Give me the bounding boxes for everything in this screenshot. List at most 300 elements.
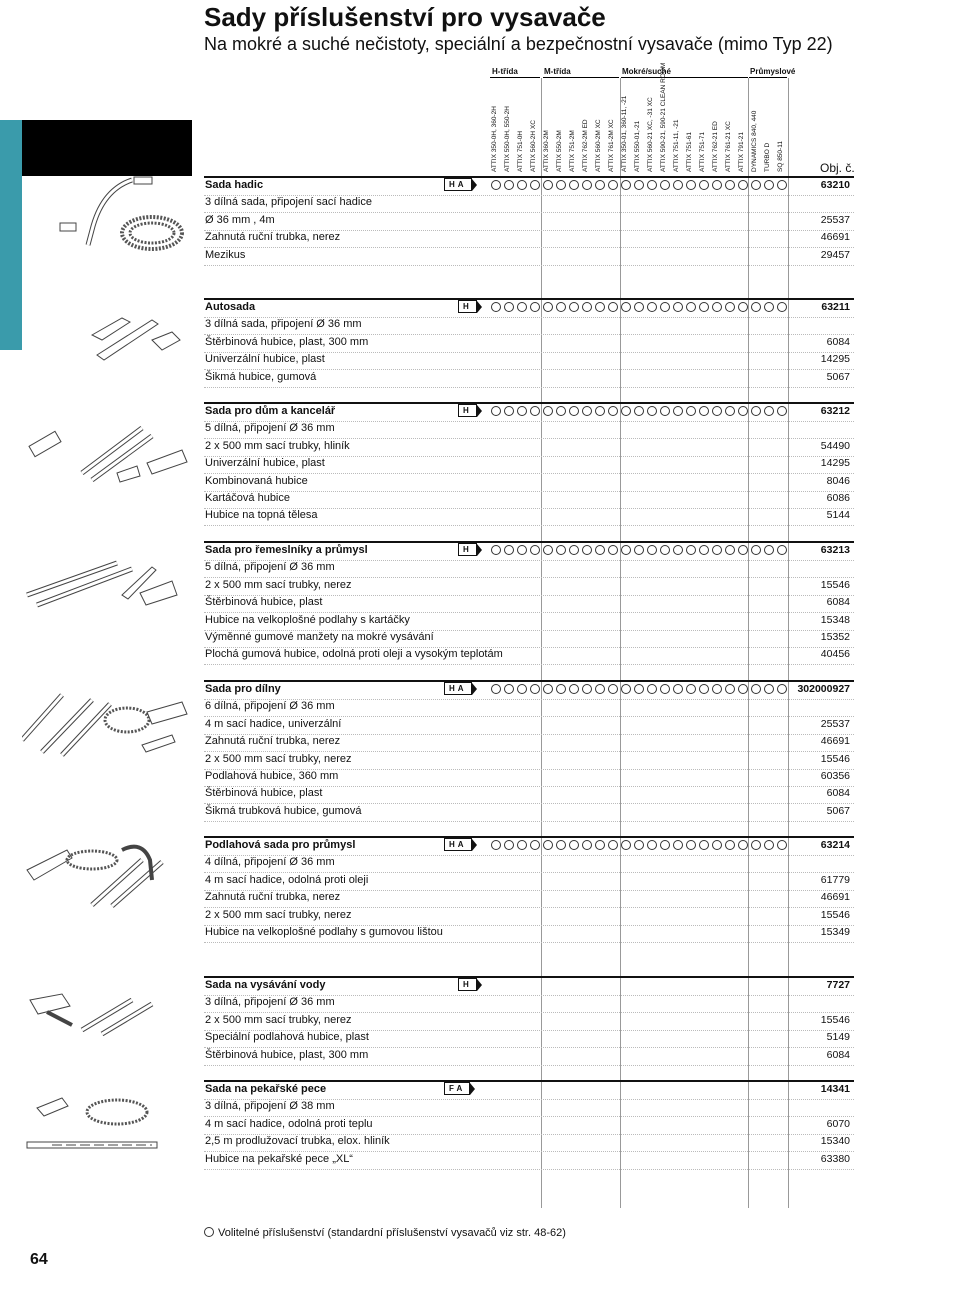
- optional-accessory-dot: [582, 545, 592, 555]
- optional-accessory-dot: [777, 840, 787, 850]
- compatibility-dots: [490, 1084, 790, 1095]
- set-order-number: 7727: [826, 979, 850, 991]
- optional-accessory-dot: [569, 840, 579, 850]
- item-order-number: 15546: [820, 578, 850, 591]
- optional-accessory-dot: [582, 840, 592, 850]
- optional-accessory-dot: [556, 406, 566, 416]
- model-column-header: ATTIX 791-21: [738, 132, 745, 172]
- item-order-number: 14295: [820, 457, 850, 470]
- item-description: Štěrbinová hubice, plast: [205, 596, 323, 609]
- optional-accessory-dot: [530, 545, 540, 555]
- optional-accessory-dot: [673, 302, 683, 312]
- optional-accessory-dot: [660, 840, 670, 850]
- optional-accessory-dot: [556, 545, 566, 555]
- optional-accessory-dot: [530, 406, 540, 416]
- item-description: Hubice na velkoplošné podlahy s gumovou lištou: [205, 926, 443, 938]
- compatibility-dots: [490, 684, 790, 695]
- optional-accessory-dot: [764, 840, 774, 850]
- footer-note-text: Volitelné příslušenství (standardní příslušenství vysavačů viz str. 48-62): [218, 1227, 566, 1239]
- optional-accessory-dot: [686, 180, 696, 190]
- item-order-number: 6084: [826, 335, 850, 348]
- optional-accessory-dot: [634, 302, 644, 312]
- industrial-floor-set-illustration: [22, 840, 192, 910]
- optional-accessory-dot: [660, 302, 670, 312]
- item-description: 5 dílná, připojení Ø 36 mm: [205, 561, 335, 574]
- optional-accessory-dot: [504, 684, 514, 694]
- optional-accessory-dot: [543, 302, 553, 312]
- optional-accessory-dot: [621, 302, 631, 312]
- optional-accessory-dot: [673, 180, 683, 190]
- set-item-row: [204, 421, 854, 439]
- item-description: 2,5 m prodlužovací trubka, elox. hliník: [205, 1135, 390, 1148]
- optional-accessory-dot: [543, 840, 553, 850]
- item-order-number: 15546: [820, 1013, 850, 1026]
- optional-circle-icon: [204, 1227, 214, 1237]
- header-black-block: [22, 120, 192, 176]
- optional-accessory-dot: [504, 406, 514, 416]
- optional-accessory-dot: [725, 684, 735, 694]
- item-order-number: 6070: [826, 1117, 850, 1130]
- model-column-header: ATTIX 560-2H XC: [530, 120, 537, 172]
- optional-accessory-dot: [777, 302, 787, 312]
- optional-accessory-dot: [777, 684, 787, 694]
- compatibility-dots: [490, 302, 790, 313]
- item-order-number: 54490: [820, 439, 850, 452]
- optional-accessory-dot: [764, 684, 774, 694]
- footer-note: [204, 1227, 566, 1239]
- optional-accessory-dot: [673, 840, 683, 850]
- set-item-row: [204, 317, 854, 335]
- optional-accessory-dot: [608, 545, 618, 555]
- optional-accessory-dot: [491, 545, 501, 555]
- item-description: Kartáčová hubice: [205, 492, 290, 504]
- optional-accessory-dot: [517, 545, 527, 555]
- item-order-number: 46691: [820, 231, 850, 244]
- optional-accessory-dot: [569, 545, 579, 555]
- model-column-header: ATTIX 360-2M: [543, 130, 550, 172]
- hose-set-illustration: [22, 175, 192, 265]
- set-order-number: 63211: [821, 301, 850, 313]
- optional-accessory-dot: [751, 684, 761, 694]
- set-title: Sada pro dílny: [205, 683, 281, 695]
- optional-accessory-dot: [582, 302, 592, 312]
- set-order-number: 302000927: [797, 683, 850, 695]
- set-item-row: [204, 439, 854, 457]
- set-order-number: 63213: [820, 544, 850, 556]
- optional-accessory-dot: [517, 180, 527, 190]
- set-item-row: [204, 195, 854, 213]
- set-item-row: [204, 230, 854, 248]
- page-subtitle: Na mokré a suché nečistoty, speciální a bezpečnostní vysavače (mimo Typ 22): [204, 34, 833, 54]
- optional-accessory-dot: [673, 684, 683, 694]
- dust-class-badge: FA: [444, 1082, 470, 1095]
- item-order-number: 40456: [820, 648, 850, 661]
- optional-accessory-dot: [530, 180, 540, 190]
- set-item-row: [204, 855, 854, 873]
- item-order-number: 6084: [826, 1048, 850, 1061]
- optional-accessory-dot: [504, 545, 514, 555]
- item-order-number: 61779: [820, 873, 850, 886]
- optional-accessory-dot: [517, 684, 527, 694]
- optional-accessory-dot: [725, 302, 735, 312]
- optional-accessory-dot: [751, 840, 761, 850]
- optional-accessory-dot: [517, 406, 527, 416]
- optional-accessory-dot: [543, 684, 553, 694]
- item-description: 4 m sací hadice, odolná proti teplu: [205, 1117, 373, 1130]
- optional-accessory-dot: [738, 302, 748, 312]
- item-description: Zahnutá ruční trubka, nerez: [205, 891, 341, 904]
- bakery-set-illustration: [22, 1090, 192, 1160]
- optional-accessory-dot: [595, 840, 605, 850]
- set-title-row: [204, 838, 854, 856]
- item-description: Speciální podlahová hubice, plast: [205, 1031, 369, 1044]
- item-order-number: 6084: [826, 787, 850, 800]
- item-description: Zahnutá ruční trubka, nerez: [205, 735, 341, 748]
- optional-accessory-dot: [530, 840, 540, 850]
- optional-accessory-dot: [725, 545, 735, 555]
- item-description: 2 x 500 mm sací trubky, nerez: [205, 578, 352, 591]
- optional-accessory-dot: [569, 180, 579, 190]
- optional-accessory-dot: [777, 545, 787, 555]
- optional-accessory-dot: [634, 840, 644, 850]
- optional-accessory-dot: [738, 545, 748, 555]
- optional-accessory-dot: [621, 406, 631, 416]
- optional-accessory-dot: [647, 684, 657, 694]
- item-description: Ø 36 mm , 4m: [205, 213, 275, 226]
- set-item-row: [204, 734, 854, 752]
- optional-accessory-dot: [569, 684, 579, 694]
- optional-accessory-dot: [712, 302, 722, 312]
- optional-accessory-dot: [647, 545, 657, 555]
- optional-accessory-dot: [491, 302, 501, 312]
- optional-accessory-dot: [699, 684, 709, 694]
- set-order-number: 63214: [820, 839, 850, 851]
- optional-accessory-dot: [712, 840, 722, 850]
- optional-accessory-dot: [608, 180, 618, 190]
- set-title-row: [204, 978, 854, 996]
- item-order-number: 15340: [820, 1135, 850, 1148]
- model-column-header: ATTIX 751-61: [686, 132, 693, 172]
- item-order-number: 5144: [826, 509, 850, 522]
- set-item-row: [204, 474, 854, 492]
- item-description: Kombinovaná hubice: [205, 474, 308, 487]
- item-description: 3 dílná, připojení Ø 36 mm: [205, 996, 335, 1009]
- optional-accessory-dot: [621, 684, 631, 694]
- optional-accessory-dot: [686, 302, 696, 312]
- compatibility-dots: [490, 406, 790, 417]
- optional-accessory-dot: [556, 180, 566, 190]
- optional-accessory-dot: [556, 840, 566, 850]
- model-column-header: ATTIX 751-0H: [517, 130, 524, 172]
- optional-accessory-dot: [595, 302, 605, 312]
- optional-accessory-dot: [738, 406, 748, 416]
- item-order-number: 15349: [820, 926, 850, 938]
- optional-accessory-dot: [543, 545, 553, 555]
- item-description: Plochá gumová hubice, odolná proti oleji a vysokým teplotám: [205, 648, 503, 661]
- optional-accessory-dot: [764, 406, 774, 416]
- dust-class-badge: HA: [444, 838, 472, 851]
- set-title-row: [204, 682, 854, 700]
- set-title-row: [204, 404, 854, 422]
- item-description: Štěrbinová hubice, plast, 300 mm: [205, 335, 369, 348]
- set-title-row: [204, 178, 854, 196]
- trade-set-illustration: [22, 555, 192, 615]
- optional-accessory-dot: [504, 840, 514, 850]
- model-column-header: ATTIX 550-01,-21: [634, 120, 641, 172]
- optional-accessory-dot: [517, 302, 527, 312]
- model-column-header: ATTIX 761-21 XC: [725, 121, 732, 172]
- item-description: 4 m sací hadice, univerzální: [205, 717, 342, 730]
- item-order-number: 6086: [826, 492, 850, 504]
- group-label-wet-dry: Mokré/suché: [622, 67, 671, 76]
- optional-accessory-dot: [621, 840, 631, 850]
- optional-accessory-dot: [595, 545, 605, 555]
- optional-accessory-dot: [699, 545, 709, 555]
- dust-class-badge: HA: [444, 682, 472, 695]
- dust-class-badge: H: [458, 543, 477, 556]
- optional-accessory-dot: [569, 406, 579, 416]
- item-description: 3 dílná sada, připojení Ø 36 mm: [205, 318, 362, 331]
- set-item-row: [204, 248, 854, 266]
- item-description: 2 x 500 mm sací trubky, hliník: [205, 439, 350, 452]
- set-item-row: [204, 925, 854, 943]
- item-description: Štěrbinová hubice, plast: [205, 787, 323, 800]
- item-description: 2 x 500 mm sací trubky, nerez: [205, 752, 352, 765]
- optional-accessory-dot: [660, 406, 670, 416]
- set-order-number: 63210: [820, 179, 850, 191]
- side-color-bar: [0, 120, 22, 350]
- optional-accessory-dot: [699, 406, 709, 416]
- optional-accessory-dot: [712, 545, 722, 555]
- optional-accessory-dot: [595, 684, 605, 694]
- optional-accessory-dot: [582, 684, 592, 694]
- item-description: Zahnutá ruční trubka, nerez: [205, 231, 341, 244]
- item-order-number: 8046: [826, 474, 850, 487]
- set-item-row: [204, 995, 854, 1013]
- workshop-set-illustration: [22, 690, 192, 760]
- optional-accessory-dot: [647, 406, 657, 416]
- optional-accessory-dot: [751, 545, 761, 555]
- model-column-header: ATTIX 350-01, 360-11, -21: [621, 95, 628, 172]
- item-description: Šikmá hubice, gumová: [205, 370, 317, 383]
- model-column-header: ATTIX 560-21 XC, -31 XC: [647, 97, 654, 172]
- set-title: Sada pro dům a kancelář: [205, 405, 336, 417]
- item-description: 3 dílná sada, připojení sací hadice: [205, 196, 372, 209]
- group-label-h: H-třída: [492, 67, 518, 76]
- model-column-header: SQ 850-11: [777, 141, 784, 172]
- group-label-m: M-třída: [544, 67, 571, 76]
- optional-accessory-dot: [699, 840, 709, 850]
- optional-accessory-dot: [595, 180, 605, 190]
- optional-accessory-dot: [491, 406, 501, 416]
- item-description: Hubice na velkoplošné podlahy s kartáčky: [205, 613, 410, 626]
- set-item-row: [204, 890, 854, 908]
- item-order-number: 25537: [820, 213, 850, 226]
- model-column-header: ATTIX 350-0H, 360-2H: [491, 106, 498, 172]
- optional-accessory-dot: [751, 302, 761, 312]
- optional-accessory-dot: [686, 840, 696, 850]
- set-item-row: [204, 804, 854, 822]
- model-column-header: ATTIX 560-2M XC: [595, 119, 602, 172]
- optional-accessory-dot: [764, 302, 774, 312]
- optional-accessory-dot: [660, 180, 670, 190]
- set-title: Sada pro řemeslníky a průmysl: [205, 544, 368, 556]
- optional-accessory-dot: [712, 406, 722, 416]
- model-column-header: ATTIX 590-21, 590-21 CLEAN ROOM: [660, 62, 667, 172]
- item-order-number: 5067: [826, 804, 850, 817]
- item-order-number: 46691: [820, 891, 850, 904]
- model-column-header: ATTIX 550-0H, 550-2H: [504, 106, 511, 172]
- optional-accessory-dot: [595, 406, 605, 416]
- item-description: Výměnné gumové manžety na mokré vysávání: [205, 631, 434, 643]
- item-description: 6 dílná, připojení Ø 36 mm: [205, 700, 335, 713]
- item-description: Hubice na pekařské pece „XL“: [205, 1152, 353, 1165]
- item-order-number: 15546: [820, 908, 850, 921]
- set-item-row: [204, 1152, 854, 1170]
- compatibility-dots: [490, 980, 790, 991]
- set-order-number: 63212: [820, 405, 850, 417]
- optional-accessory-dot: [634, 545, 644, 555]
- optional-accessory-dot: [712, 180, 722, 190]
- set-item-row: [204, 1030, 854, 1048]
- model-column-header: ATTIX 762-21 ED: [712, 121, 719, 172]
- model-column-header: ATTIX 761-2M XC: [608, 119, 615, 172]
- optional-accessory-dot: [738, 180, 748, 190]
- set-item-row: [204, 699, 854, 717]
- item-description: Šikmá trubková hubice, gumová: [205, 804, 362, 817]
- set-item-row: [204, 1048, 854, 1066]
- optional-accessory-dot: [738, 840, 748, 850]
- model-column-header: DYNAMICS 840, 440: [751, 110, 758, 172]
- optional-accessory-dot: [556, 684, 566, 694]
- item-description: 4 m sací hadice, odolná proti oleji: [205, 873, 369, 886]
- optional-accessory-dot: [725, 840, 735, 850]
- optional-accessory-dot: [491, 840, 501, 850]
- item-description: Univerzální hubice, plast: [205, 353, 325, 366]
- optional-accessory-dot: [530, 684, 540, 694]
- item-order-number: 46691: [820, 735, 850, 748]
- set-item-row: [204, 752, 854, 770]
- item-order-number: 14295: [820, 353, 850, 366]
- item-description: 2 x 500 mm sací trubky, nerez: [205, 1013, 352, 1026]
- item-order-number: 25537: [820, 717, 850, 730]
- optional-accessory-dot: [582, 406, 592, 416]
- page-number: 64: [30, 1251, 48, 1268]
- optional-accessory-dot: [699, 180, 709, 190]
- optional-accessory-dot: [621, 545, 631, 555]
- set-item-row: [204, 786, 854, 804]
- item-order-number: 6084: [826, 596, 850, 609]
- optional-accessory-dot: [647, 180, 657, 190]
- optional-accessory-dot: [686, 406, 696, 416]
- optional-accessory-dot: [543, 406, 553, 416]
- home-set-illustration: [22, 418, 192, 488]
- set-title: Autosada: [205, 301, 256, 313]
- item-description: Hubice na topná tělesa: [205, 509, 318, 522]
- optional-accessory-dot: [517, 840, 527, 850]
- model-column-header: ATTIX 751-11, -21: [673, 119, 680, 172]
- optional-accessory-dot: [686, 684, 696, 694]
- item-description: Mezikus: [205, 248, 246, 261]
- order-number-header: Obj. č.: [820, 161, 855, 175]
- optional-accessory-dot: [751, 406, 761, 416]
- set-title-row: [204, 1082, 854, 1100]
- item-order-number: 5067: [826, 370, 850, 383]
- item-order-number: 63380: [820, 1152, 850, 1165]
- set-item-row: [204, 370, 854, 388]
- optional-accessory-dot: [608, 406, 618, 416]
- optional-accessory-dot: [504, 180, 514, 190]
- model-column-header: ATTIX 751-2M: [569, 130, 576, 172]
- item-description: 5 dílná, připojení Ø 36 mm: [205, 422, 335, 435]
- set-title: Sada hadic: [205, 179, 264, 191]
- set-title-row: [204, 543, 854, 561]
- optional-accessory-dot: [712, 684, 722, 694]
- set-item-row: [204, 873, 854, 891]
- optional-accessory-dot: [634, 180, 644, 190]
- optional-accessory-dot: [660, 684, 670, 694]
- optional-accessory-dot: [673, 406, 683, 416]
- optional-accessory-dot: [634, 684, 644, 694]
- compatibility-dots: [490, 840, 790, 851]
- set-title-row: [204, 300, 854, 318]
- optional-accessory-dot: [621, 180, 631, 190]
- optional-accessory-dot: [491, 180, 501, 190]
- set-item-row: [204, 1134, 854, 1152]
- car-set-illustration: [22, 310, 192, 370]
- item-order-number: 15352: [820, 631, 850, 643]
- water-set-illustration: [22, 990, 192, 1040]
- model-column-header: TURBO D: [764, 142, 771, 172]
- optional-accessory-dot: [582, 180, 592, 190]
- dust-class-badge: H: [458, 978, 477, 991]
- item-description: Univerzální hubice, plast: [205, 457, 325, 470]
- set-item-row: [204, 352, 854, 370]
- set-item-row: [204, 1013, 854, 1031]
- compatibility-dots: [490, 545, 790, 556]
- optional-accessory-dot: [608, 840, 618, 850]
- dust-class-badge: HA: [444, 178, 472, 191]
- compatibility-dots: [490, 180, 790, 191]
- set-item-row: [204, 1099, 854, 1117]
- set-item-row: [204, 595, 854, 613]
- dust-class-badge: H: [458, 300, 477, 313]
- set-item-row: [204, 335, 854, 353]
- optional-accessory-dot: [608, 684, 618, 694]
- optional-accessory-dot: [504, 302, 514, 312]
- set-title: Podlahová sada pro průmysl: [205, 839, 356, 851]
- item-description: 2 x 500 mm sací trubky, nerez: [205, 908, 352, 921]
- set-item-row: [204, 908, 854, 926]
- optional-accessory-dot: [530, 302, 540, 312]
- optional-accessory-dot: [777, 406, 787, 416]
- optional-accessory-dot: [751, 180, 761, 190]
- item-order-number: 5149: [826, 1031, 850, 1044]
- optional-accessory-dot: [777, 180, 787, 190]
- optional-accessory-dot: [491, 684, 501, 694]
- model-column-header: ATTIX 762-2M ED: [582, 119, 589, 172]
- item-description: 3 dílná, připojení Ø 38 mm: [205, 1100, 335, 1113]
- optional-accessory-dot: [686, 545, 696, 555]
- set-order-number: 14341: [820, 1083, 850, 1095]
- set-title: Sada na pekařské pece: [205, 1083, 327, 1095]
- optional-accessory-dot: [647, 840, 657, 850]
- set-item-row: [204, 213, 854, 231]
- optional-accessory-dot: [556, 302, 566, 312]
- set-item-row: [204, 630, 854, 648]
- item-description: 4 dílná, připojení Ø 36 mm: [205, 856, 335, 869]
- set-title: Sada na vysávání vody: [205, 979, 326, 991]
